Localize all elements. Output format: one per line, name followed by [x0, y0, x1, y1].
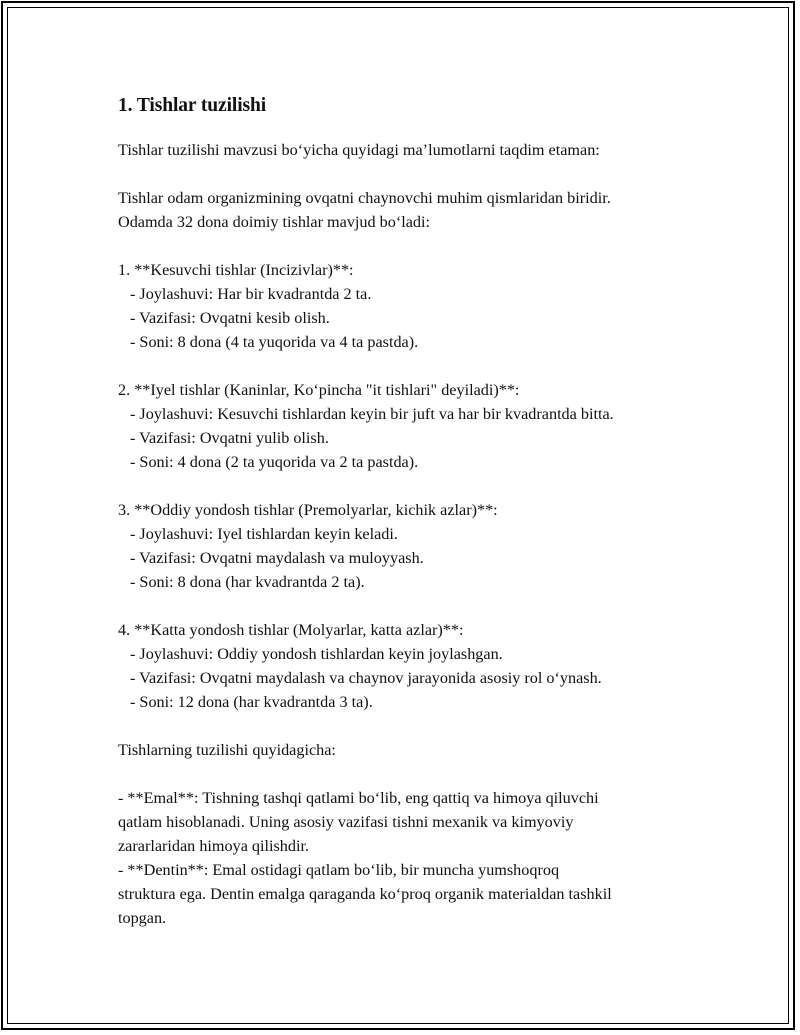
structure-line: struktura ega. Dentin emalga qaraganda ko‘proq organik materialdan tashkil — [118, 885, 612, 903]
spacer — [118, 162, 718, 186]
group-item: - Soni: 8 dona (har kvadrantda 2 ta). — [130, 573, 365, 591]
spacer — [118, 234, 718, 258]
group-heading: 3. **Oddiy yondosh tishlar (Premolyarlar, kichik azlar)**: — [118, 501, 498, 519]
spacer — [118, 474, 718, 498]
group-item: - Soni: 4 dona (2 ta yuqorida va 2 ta pastda). — [130, 453, 419, 471]
structure-line: - **Emal**: Tishning tashqi qatlami bo‘lib, eng qattiq va himoya qiluvchi — [118, 789, 599, 807]
group-item: - Vazifasi: Ovqatni maydalash va muloyyash. — [130, 549, 424, 567]
structure-line: - **Dentin**: Emal ostidagi qatlam bo‘lib, bir muncha yumshoqroq — [118, 861, 560, 879]
group-item: - Joylashuvi: Iyel tishlardan keyin keladi. — [130, 525, 398, 543]
structure-line: topgan. — [118, 909, 167, 927]
structure-line: zararlaridan himoya qilishdir. — [118, 837, 310, 855]
group-item: - Vazifasi: Ovqatni yulib olish. — [130, 429, 329, 447]
group-item: - Soni: 8 dona (4 ta yuqorida va 4 ta pastda). — [130, 333, 419, 351]
group-item: - Vazifasi: Ovqatni maydalash va chaynov jarayonida asosiy rol o‘ynash. — [130, 669, 602, 687]
group-item: - Joylashuvi: Har bir kvadrantda 2 ta. — [130, 285, 372, 303]
document-title: 1. Tishlar tuzilishi — [118, 95, 267, 116]
tooth-group-molars — [118, 618, 718, 714]
group-heading: 1. **Kesuvchi tishlar (Incizivlar)**: — [118, 261, 354, 279]
group-item: - Soni: 12 dona (har kvadrantda 3 ta). — [130, 693, 373, 711]
group-item: - Joylashuvi: Kesuvchi tishlardan keyin bir juft va har bir kvadrantda bitta. — [130, 405, 614, 423]
tooth-group-premolars — [118, 498, 718, 594]
spacer — [118, 354, 718, 378]
structure-line: qatlam hisoblanadi. Uning asosiy vazifasi tishni mexanik va kimyoviy — [118, 813, 574, 831]
overview-line: Odamda 32 dona doimiy tishlar mavjud bo‘ladi: — [118, 213, 431, 231]
group-heading: 4. **Katta yondosh tishlar (Molyarlar, katta azlar)**: — [118, 621, 464, 639]
group-item: - Joylashuvi: Oddiy yondosh tishlardan keyin joylashgan. — [130, 645, 503, 663]
spacer — [118, 762, 718, 786]
overview-line: Tishlar odam organizmining ovqatni chaynovchi muhim qismlaridan biridir. — [118, 189, 611, 207]
spacer — [118, 594, 718, 618]
group-item: - Vazifasi: Ovqatni kesib olish. — [130, 309, 330, 327]
tooth-group-canines — [118, 378, 718, 474]
intro-paragraph: Tishlar tuzilishi mavzusi bo‘yicha quyidagi ma’lumotlarni taqdim etaman: — [118, 141, 600, 159]
group-heading: 2. **Iyel tishlar (Kaninlar, Ko‘pincha "it tishlari" deyiladi)**: — [118, 381, 520, 399]
structure-intro: Tishlarning tuzilishi quyidagicha: — [118, 741, 336, 759]
tooth-group-incisors — [118, 258, 718, 354]
document-body — [118, 92, 718, 930]
structure-section — [118, 786, 718, 930]
spacer — [118, 714, 718, 738]
